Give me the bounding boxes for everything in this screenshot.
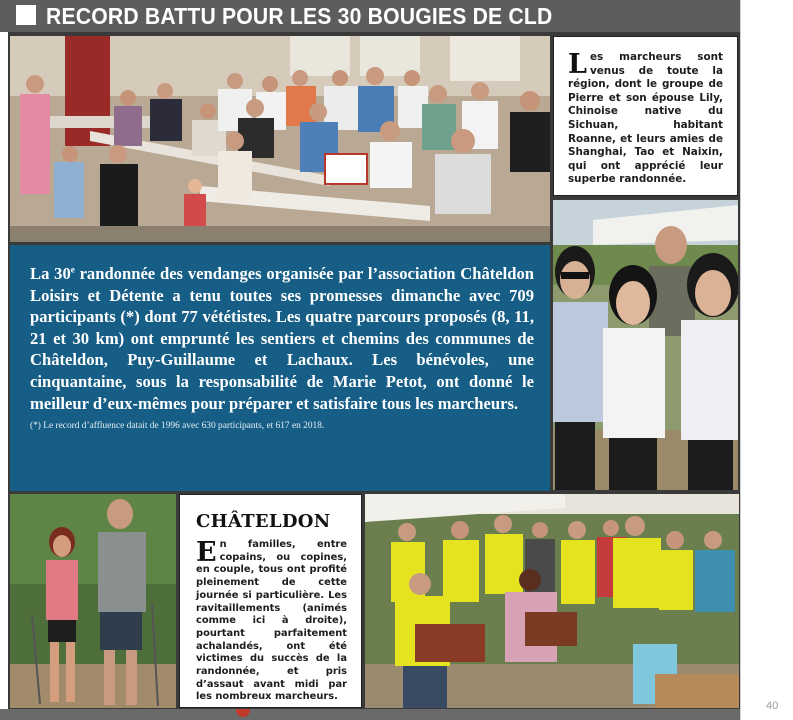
headline: RECORD BATTU POUR LES 30 BOUGIES DE CLD	[46, 3, 553, 29]
article-body: n familles, entre copains, ou copines, en couple, tous ont profité pleinement de cette journée si particulière. Les ravitaillements (animés comme ici à droite), pourtant parfaitement achalandés, ont été victimes du succès de la randonnée, et pris d’assaut avant midi par les nombreux marcheurs.	[196, 539, 347, 703]
intro-text	[568, 51, 723, 187]
main-text	[30, 263, 534, 414]
main-text-body: randonnée des vendanges organisée par l’association Châteldon Loisirs et Détente a tenu toutes ses promesses dimanche avec 709 participants (*) dont 77 vététistes. Les quatre parcours proposés (8, 11, 21 et 30 km) ont emprunté les sentiers et chemins des communes de Châteldon, Puy-Guillaume et Lachaux. Les bénévoles, une cinquantaine, sous la responsabilité de Marie Petot, ont donné le meilleur d’eux-mêmes pour préparer et satisfaire tous les marcheurs.	[30, 264, 534, 413]
intro-body: es marcheurs sont venus de toute la région, dont le groupe de Pierre et son épouse Lily, Chinoise native du Sichuan, habitant Roanne, et leurs amies de Shanghai, Tao et Naixin, qui ont apprécié leur superbe randonnée.	[568, 51, 723, 186]
intro-drop-cap: L	[568, 49, 587, 80]
article-drop-cap: E	[196, 537, 217, 568]
main-text-start: La 30	[30, 264, 71, 283]
main-text-box	[10, 245, 550, 491]
intro-box	[553, 36, 738, 196]
page-margin	[740, 0, 793, 720]
article-box	[179, 494, 362, 708]
page-number: 40	[766, 700, 779, 712]
main-text-superscript: e	[70, 264, 75, 275]
photo-volunteers	[365, 494, 739, 708]
bottom-bar	[0, 709, 740, 720]
headline-bar	[0, 0, 740, 32]
article-text	[196, 539, 347, 704]
headline-square-icon	[16, 5, 36, 25]
photo-selfie	[553, 200, 738, 490]
article-title: CHÂTELDON	[196, 511, 331, 532]
photo-hikers	[10, 494, 176, 708]
footnote: (*) Le record d’affluence datait de 1996 avec 630 participants, et 617 en 2018.	[30, 421, 325, 432]
photo-group-tables	[10, 36, 550, 242]
